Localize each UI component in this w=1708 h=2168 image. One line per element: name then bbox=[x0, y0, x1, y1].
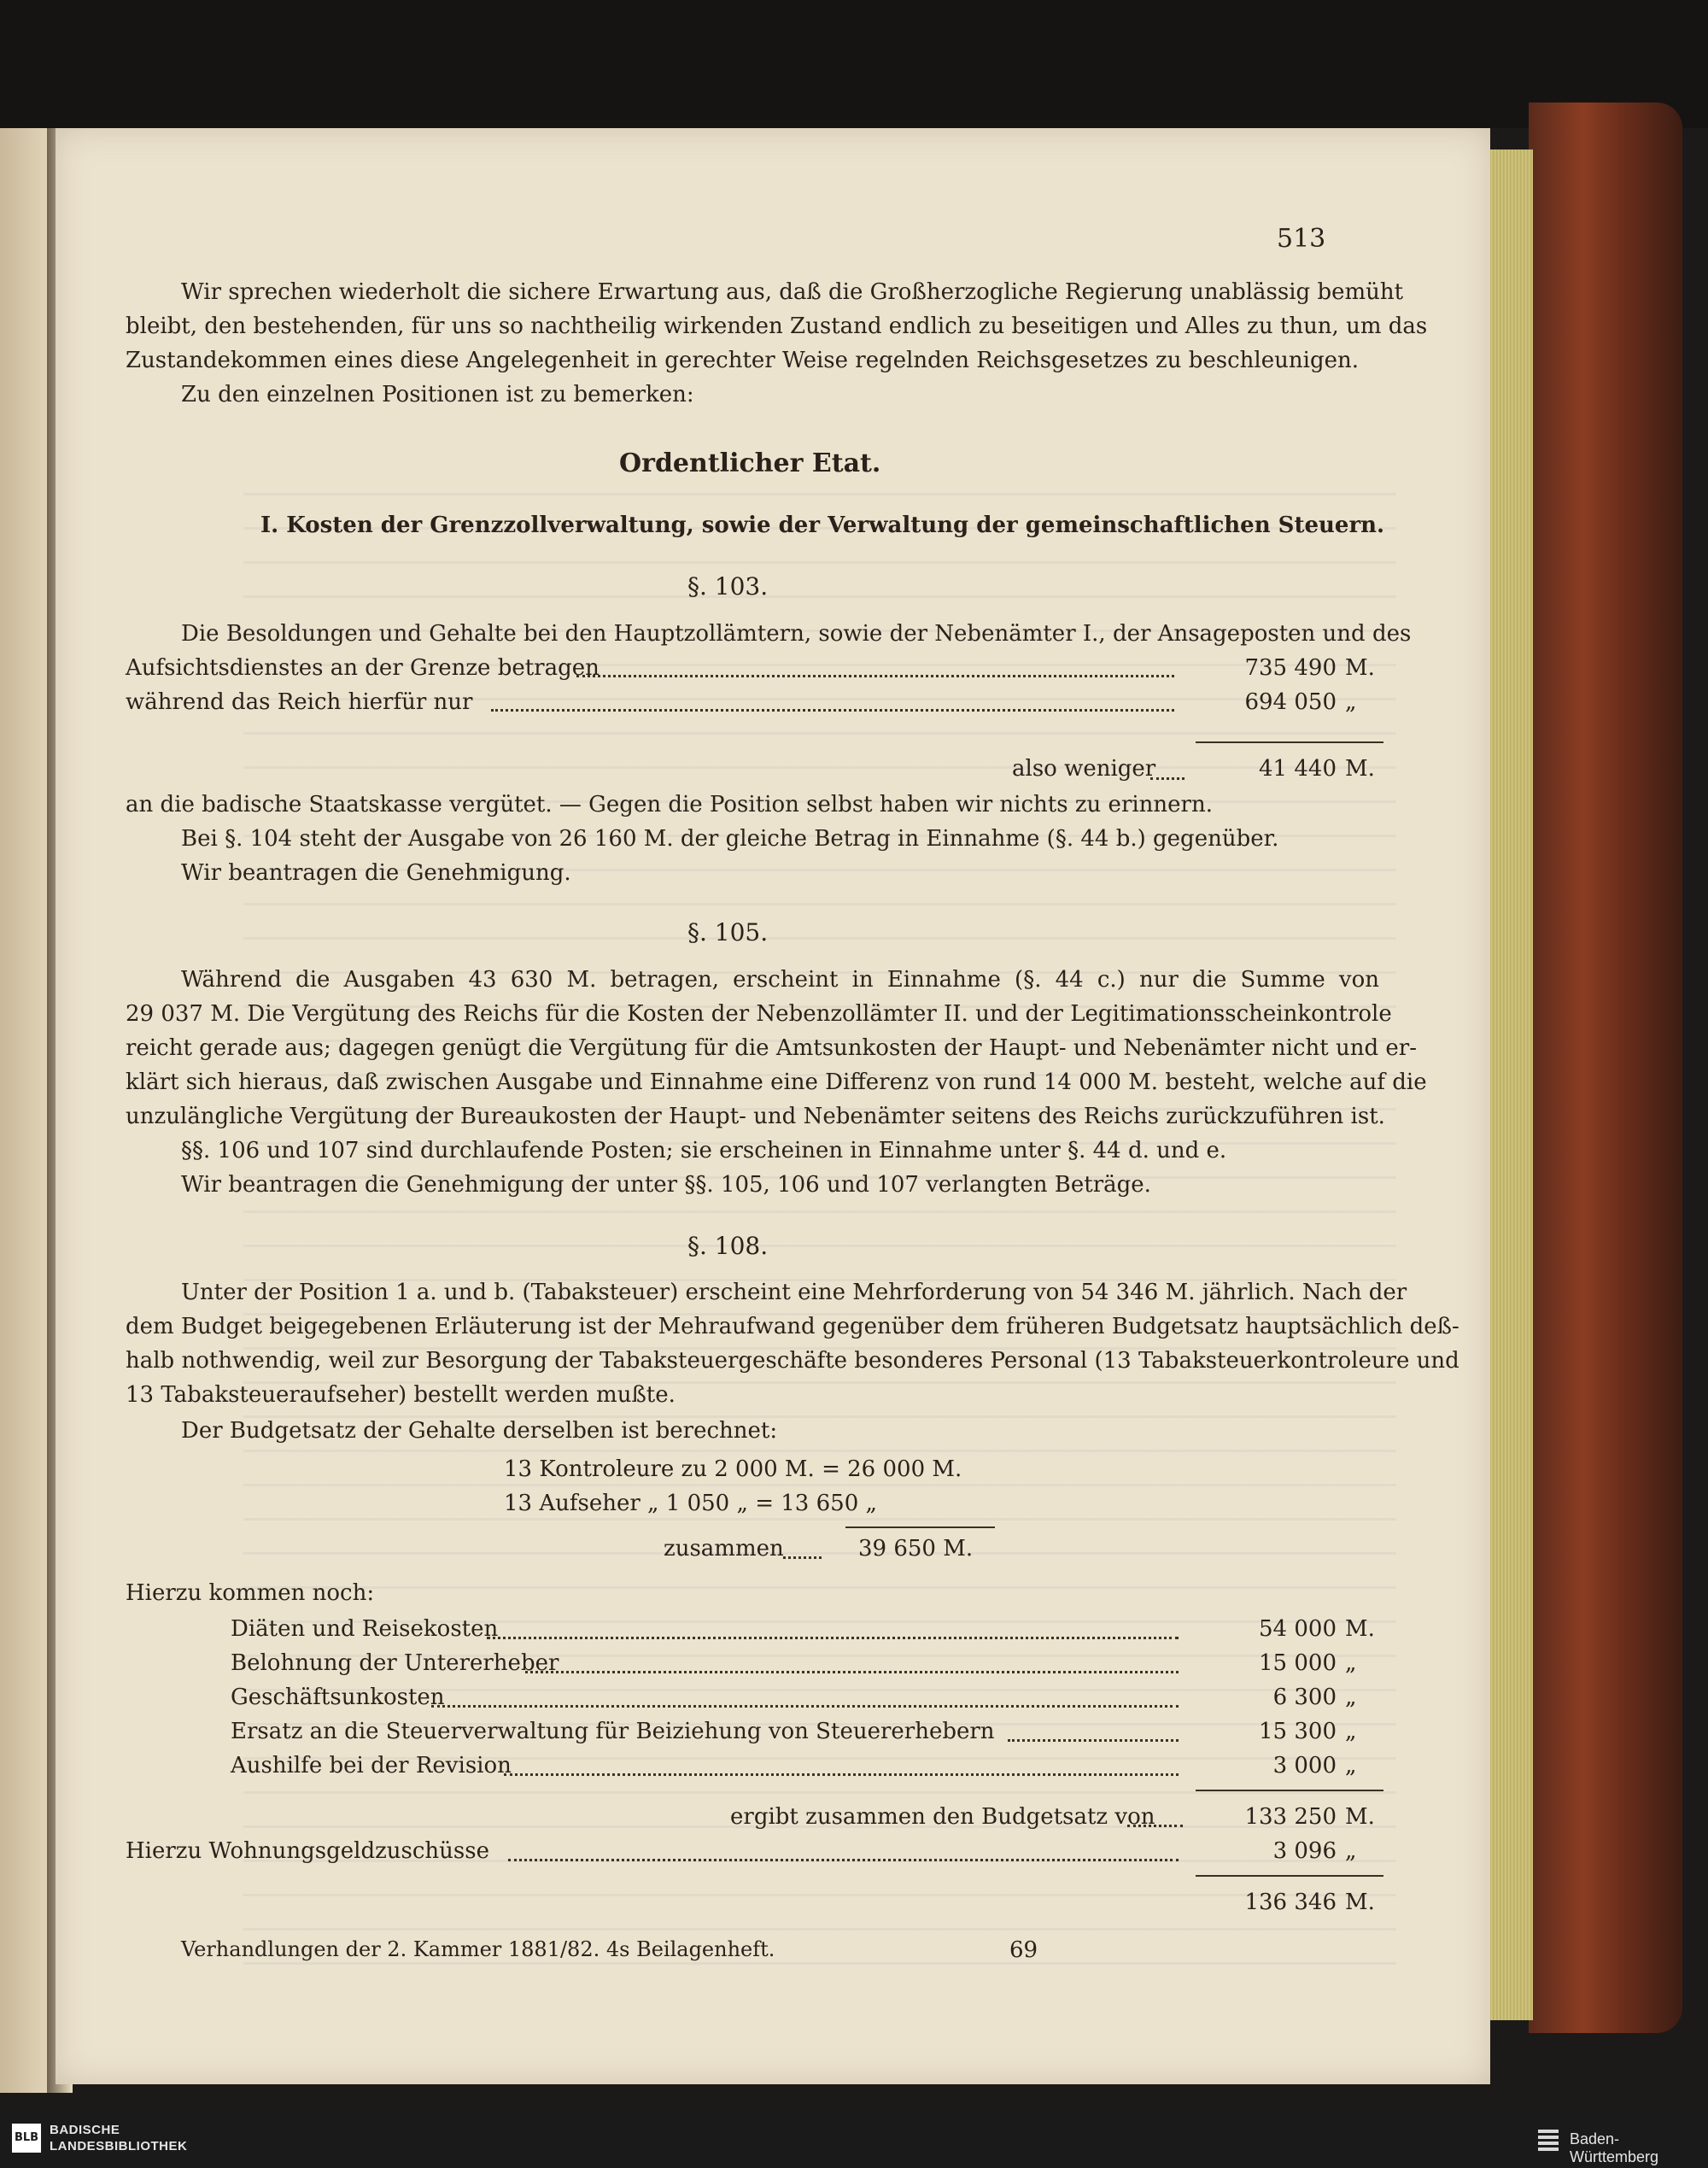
s108-line-5: Der Budgetsatz der Gehalte derselben ist berechnet: bbox=[181, 1418, 778, 1444]
dot-leader bbox=[431, 1702, 1179, 1708]
s103-diff-label: also weniger bbox=[1012, 756, 1156, 782]
item-amount: 6 300 bbox=[1272, 1685, 1337, 1710]
item-unit: „ bbox=[1345, 1719, 1357, 1744]
sum-rule bbox=[1196, 1790, 1383, 1791]
item-unit: „ bbox=[1345, 1650, 1357, 1676]
housing-label: Hierzu Wohnungsgeldzuschüsse bbox=[126, 1838, 489, 1864]
footer-left: Verhandlungen der 2. Kammer 1881/82. 4s Beilagenheft. bbox=[181, 1937, 775, 1961]
page-number: 513 bbox=[1277, 224, 1326, 254]
viewer-bottom-bar bbox=[0, 2110, 1708, 2168]
footer-page-number: 69 bbox=[1009, 1937, 1038, 1963]
section-108-heading: §. 108. bbox=[687, 1232, 769, 1260]
document-page bbox=[56, 128, 1490, 2084]
baden-wuerttemberg-logo-icon[interactable] bbox=[1533, 2127, 1564, 2153]
calc-sum-rule bbox=[845, 1526, 995, 1528]
dot-leader bbox=[1008, 1736, 1179, 1742]
total-unit: M. bbox=[1345, 1890, 1375, 1915]
blb-line-2: LANDESBIBLIOTHEK bbox=[50, 2139, 188, 2153]
housing-unit: „ bbox=[1345, 1838, 1357, 1864]
s108-line-1: Unter der Position 1 a. und b. (Tabaksteuer) erscheint eine Mehrforderung von 54 346 M. jährlich. Nach der bbox=[181, 1280, 1407, 1305]
s103-amount-2-unit: „ bbox=[1345, 689, 1357, 715]
section-103-heading: §. 103. bbox=[687, 572, 769, 601]
item-amount: 15 000 bbox=[1259, 1650, 1337, 1676]
item-label: Diäten und Reisekosten bbox=[231, 1616, 499, 1642]
intro-line-4: Zu den einzelnen Positionen ist zu bemerken: bbox=[181, 382, 694, 407]
item-unit: „ bbox=[1345, 1685, 1357, 1710]
dot-leader bbox=[487, 1633, 1179, 1639]
s103-line-6: Wir beantragen die Genehmigung. bbox=[181, 860, 571, 886]
subsection-title: I. Kosten der Grenzzollverwaltung, sowie der Verwaltung der gemeinschaftlichen Steuern. bbox=[260, 513, 1385, 538]
baden-wuerttemberg-text[interactable]: Baden-Württemberg bbox=[1570, 2130, 1659, 2165]
s108-line-3: halb nothwendig, weil zur Besorgung der Tabaksteuergeschäfte besonderes Personal (13 Tabaksteuerkontroleure und bbox=[126, 1348, 1459, 1374]
s103-line-1: Die Besoldungen und Gehalte bei den Hauptzollämtern, sowie der Nebenämter I., der Ansageposten und des bbox=[181, 621, 1412, 647]
s103-diff-unit: M. bbox=[1345, 756, 1375, 782]
sum-rule bbox=[1196, 741, 1383, 743]
book-cover-right bbox=[1529, 103, 1682, 2033]
s108-calc-sum-label: zusammen bbox=[664, 1536, 784, 1562]
s105-line-4: klärt sich hieraus, daß zwischen Ausgabe und Einnahme eine Differenz von rund 14 000 M. besteht, welche auf die bbox=[126, 1069, 1427, 1095]
total-rule bbox=[1196, 1875, 1383, 1877]
dot-leader bbox=[491, 706, 1174, 712]
s105-line-6: §§. 106 und 107 sind durchlaufende Posten; sie erscheinen in Einnahme unter §. 44 d. und e. bbox=[181, 1138, 1227, 1163]
intro-line-2: bleibt, den bestehenden, für uns so nachtheilig wirkenden Zustand endlich zu beseitigen und Alles zu thun, um das bbox=[126, 313, 1428, 339]
budget-unit: M. bbox=[1345, 1804, 1375, 1830]
item-unit: „ bbox=[1345, 1753, 1357, 1778]
s108-calc-2: 13 Aufseher „ 1 050 „ = 13 650 „ bbox=[504, 1491, 877, 1516]
s105-line-7: Wir beantragen die Genehmigung der unter §§. 105, 106 und 107 verlangten Beträge. bbox=[181, 1172, 1151, 1198]
section-title: Ordentlicher Etat. bbox=[619, 448, 881, 478]
s103-line-5: Bei §. 104 steht der Ausgabe von 26 160 M. der gleiche Betrag in Einnahme (§. 44 b.) gegenüber. bbox=[181, 826, 1279, 852]
item-label: Ersatz an die Steuerverwaltung für Beiziehung von Steuererhebern bbox=[231, 1719, 995, 1744]
dot-leader bbox=[508, 1855, 1179, 1861]
s105-line-1: Während die Ausgaben 43 630 M. betragen, erscheint in Einnahme (§. 44 c.) nur die Summe von bbox=[181, 967, 1379, 993]
s103-line-2: Aufsichtsdienstes an der Grenze betragen bbox=[126, 655, 600, 681]
dot-leader bbox=[1150, 774, 1184, 780]
s103-line-3: während das Reich hierfür nur bbox=[126, 689, 473, 715]
housing-amount: 3 096 bbox=[1272, 1838, 1337, 1864]
budget-label: ergibt zusammen den Budgetsatz von bbox=[730, 1804, 1155, 1830]
section-105-heading: §. 105. bbox=[687, 918, 769, 946]
item-unit: M. bbox=[1345, 1616, 1375, 1642]
item-amount: 3 000 bbox=[1272, 1753, 1337, 1778]
s105-line-3: reicht gerade aus; dagegen genügt die Vergütung für die Amtsunkosten der Haupt- und Nebenämter nicht und er- bbox=[126, 1035, 1417, 1061]
s108-calc-sum: 39 650 M. bbox=[858, 1536, 974, 1562]
left-page-edge bbox=[0, 128, 51, 2093]
total-amount: 136 346 bbox=[1244, 1890, 1337, 1915]
s105-line-2: 29 037 M. Die Vergütung des Reichs für die Kosten der Nebenzollämter II. und der Legitimationsscheinkontrole bbox=[126, 1001, 1392, 1027]
s103-amount-2: 694 050 bbox=[1244, 689, 1337, 715]
s103-amount-1-unit: M. bbox=[1345, 655, 1375, 681]
item-amount: 15 300 bbox=[1259, 1719, 1337, 1744]
s103-diff-amount: 41 440 bbox=[1259, 756, 1337, 782]
dot-leader bbox=[525, 1667, 1179, 1673]
blb-line-1: BADISCHE bbox=[50, 2123, 120, 2137]
s105-line-5: unzulängliche Vergütung der Bureaukosten der Haupt- und Nebenämter seitens des Reichs zurückzuführen ist. bbox=[126, 1104, 1385, 1129]
intro-line-1: Wir sprechen wiederholt die sichere Erwartung aus, daß die Großherzogliche Regierung unablässig bemüht bbox=[181, 279, 1404, 305]
budget-amount: 133 250 bbox=[1244, 1804, 1337, 1830]
s108-line-4: 13 Tabaksteueraufseher) bestellt werden mußte. bbox=[126, 1382, 676, 1408]
dot-leader bbox=[783, 1553, 822, 1559]
book-cover-top bbox=[0, 0, 1708, 128]
dot-leader bbox=[1127, 1821, 1183, 1827]
dot-leader bbox=[576, 671, 1174, 677]
item-label: Belohnung der Untererheber bbox=[231, 1650, 559, 1676]
intro-line-3: Zustandekommen eines diese Angelegenheit in gerechter Weise regelnden Reichsgesetzes zu beschleunigen. bbox=[126, 348, 1359, 373]
dot-leader bbox=[504, 1770, 1179, 1776]
s108-line-2: dem Budget beigegebenen Erläuterung ist der Mehraufwand gegenüber dem früheren Budgetsatz hauptsächlich deß- bbox=[126, 1314, 1459, 1339]
s103-line-4: an die badische Staatskasse vergütet. — Gegen die Position selbst haben wir nichts zu erinnern. bbox=[126, 792, 1213, 817]
s108-extra-label: Hierzu kommen noch: bbox=[126, 1580, 375, 1606]
blb-text[interactable] bbox=[50, 2122, 187, 2154]
item-amount: 54 000 bbox=[1259, 1616, 1337, 1642]
s108-calc-1: 13 Kontroleure zu 2 000 M. = 26 000 M. bbox=[504, 1456, 962, 1482]
item-label: Aushilfe bei der Revision bbox=[231, 1753, 512, 1778]
s103-amount-1: 735 490 bbox=[1244, 655, 1337, 681]
item-label: Geschäftsunkosten bbox=[231, 1685, 445, 1710]
blb-logo[interactable]: BLB bbox=[12, 2124, 41, 2153]
